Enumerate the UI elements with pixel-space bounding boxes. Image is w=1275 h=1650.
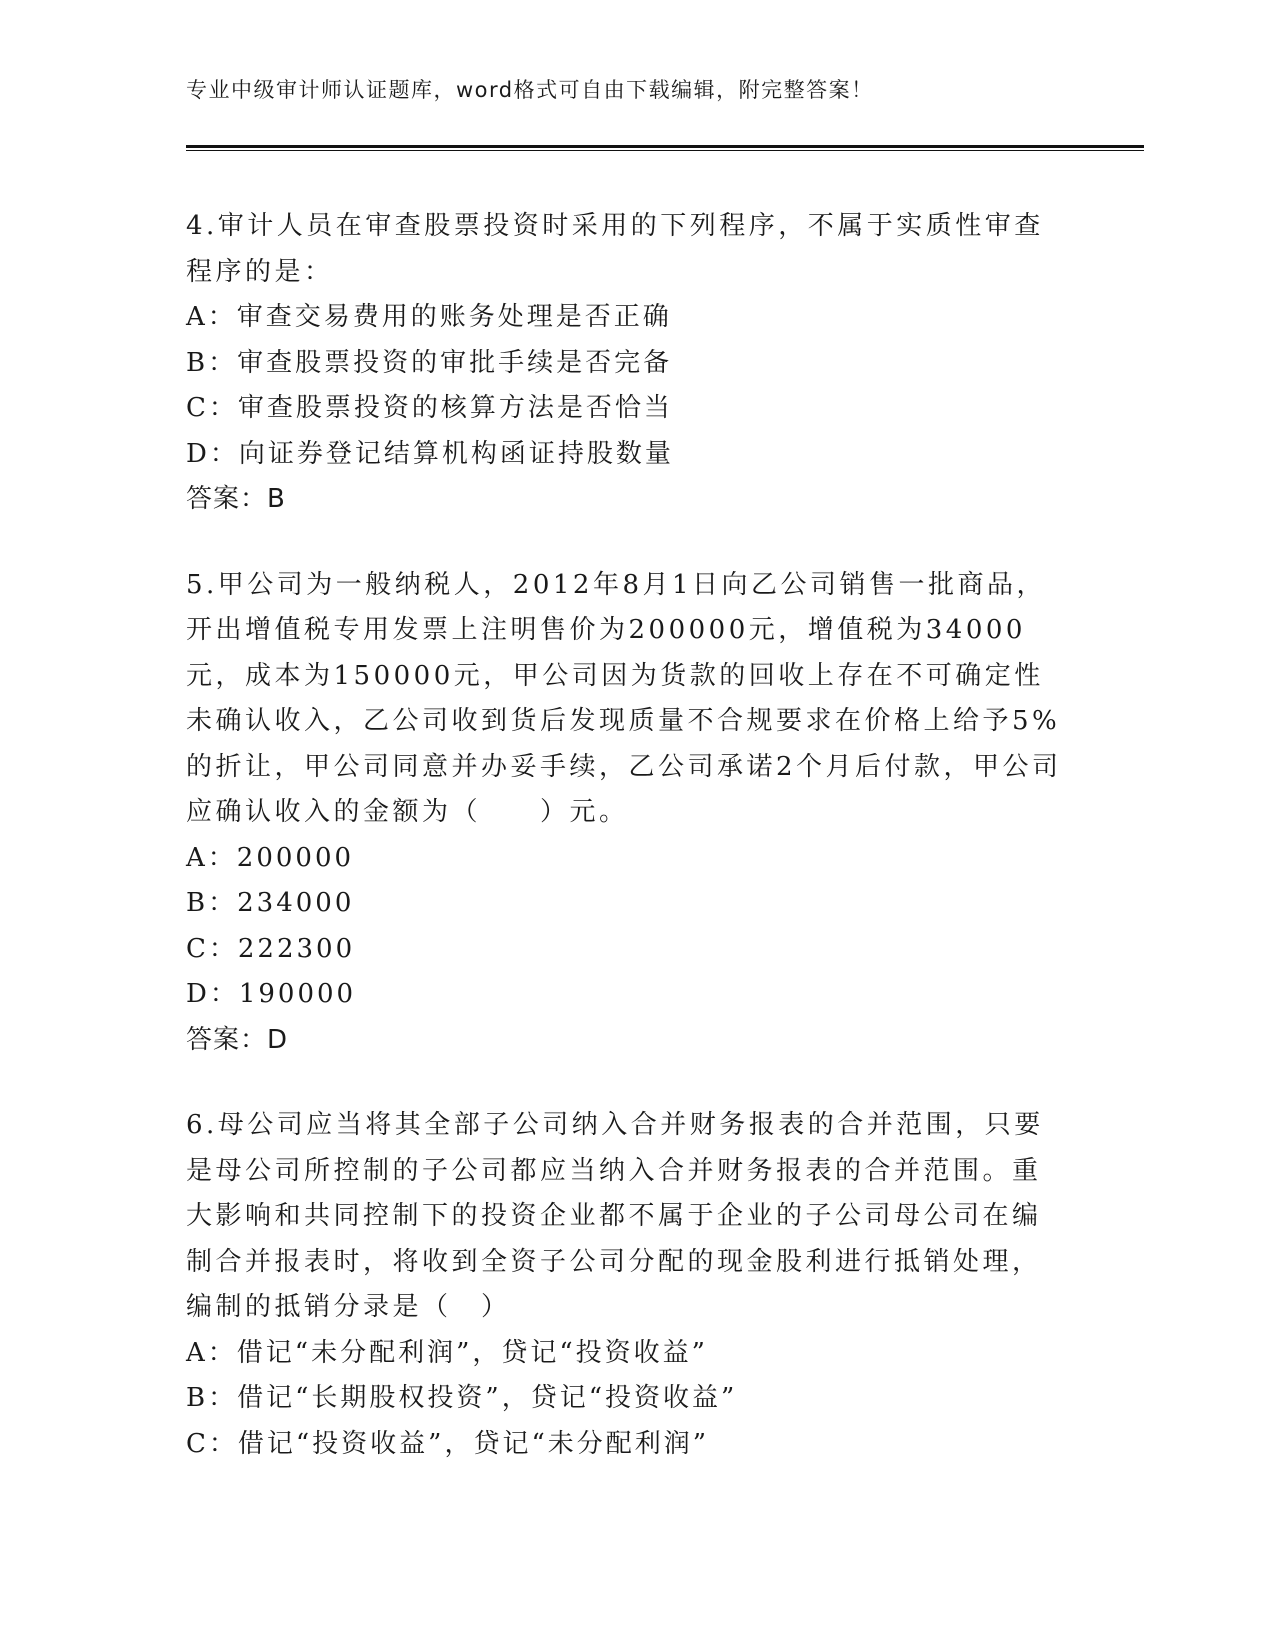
question-stem: 4.审计人员在审查股票投资时采用的下列程序，不属于实质性审查程序的是： <box>186 211 1044 287</box>
question-stem: 6.母公司应当将其全部子公司纳入合并财务报表的合并范围，只要是母公司所控制的子公司都应当纳入合并财务报表的合并范围。重大影响和共同控制下的投资企业都不属于企业的子公司母公司在编制合并报表时，将收到全资子公司分配的现金股利进行抵销处理，编制的抵销分录是（ ） <box>186 1110 1044 1322</box>
option-c: C：222300 <box>186 933 356 964</box>
option-b: B：234000 <box>186 888 355 918</box>
question-5 <box>186 563 1066 1064</box>
option-d: D：向证券登记结算机构函证持股数量 <box>186 438 674 469</box>
option-c: C：审查股票投资的核算方法是否恰当 <box>186 393 673 423</box>
option-a: A：200000 <box>186 842 355 873</box>
option-c: C：借记“投资收益”，贷记“未分配利润” <box>186 1428 710 1459</box>
page-header: 专业中级审计师认证题库，word格式可自由下载编辑，附完整答案！ <box>186 78 874 102</box>
option-a: A：借记“未分配利润”，贷记“投资收益” <box>186 1337 708 1368</box>
header-rule-thick <box>186 145 1144 148</box>
question-list <box>186 204 1066 1507</box>
option-b: B：借记“长期股权投资”，贷记“投资收益” <box>186 1383 738 1413</box>
option-b: B：审查股票投资的审批手续是否完备 <box>186 347 673 378</box>
question-stem: 5.甲公司为一般纳税人，2012年8月1日向乙公司销售一批商品，开出增值税专用发票上注明售价为200000元，增值税为34000元，成本为150000元，甲公司因为货款的回收上存在不可确定性未确认收入，乙公司收到货后发现质量不合规要求在价格上给予5%的折让，甲公司同意并办妥手续，乙公司承诺2个月后付款，甲公司应确认收入的金额为（ ）元。 <box>186 569 1062 827</box>
answer: 答案：D <box>186 1024 289 1055</box>
header-rule-thin <box>186 150 1144 151</box>
question-4 <box>186 204 1066 523</box>
answer: 答案：B <box>186 484 286 514</box>
question-6 <box>186 1103 1066 1467</box>
option-a: A：审查交易费用的账务处理是否正确 <box>186 302 672 332</box>
option-d: D：190000 <box>186 979 357 1009</box>
